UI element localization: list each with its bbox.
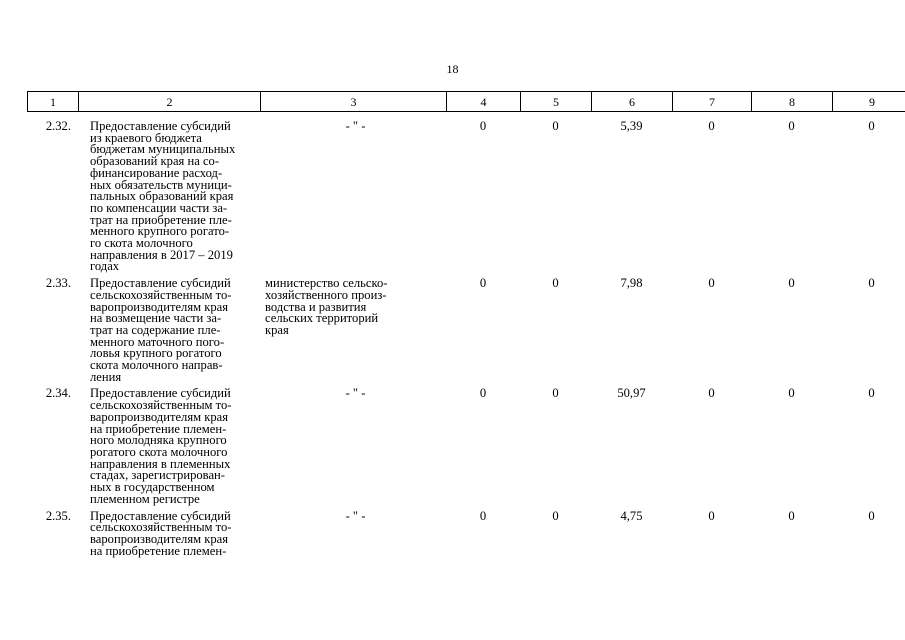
row-value-col-9: 0 (868, 119, 875, 133)
header-col-3: 3 (261, 92, 447, 112)
row-value-col-8: 0 (788, 119, 795, 133)
table-body (27, 118, 905, 559)
header-col-5: 5 (521, 92, 592, 112)
table-header (27, 91, 905, 112)
header-col-4: 4 (447, 92, 521, 112)
header-col-1: 1 (28, 92, 79, 112)
row-value-col-6: 7,98 (620, 276, 643, 291)
row-value-col-6: 50,97 (617, 386, 646, 401)
header-col-9: 9 (833, 92, 905, 112)
row-measure-name: Предоставление субсидий сельскохозяйственным то- варопроизводителям края на приобретение племен- ного молодняка крупного рогатого скота молочного направления в племенных стадах, зарегистрирован- ных в государственном племенном регистре (90, 386, 232, 506)
row-value-col-7: 0 (708, 276, 715, 291)
table-row (27, 508, 905, 560)
page-number: 18 (446, 62, 459, 76)
row-measure-name: Предоставление субсидий сельскохозяйственным то- варопроизводителям края на возмещение части за- трат на содержание пле- менного маточного пого- ловья крупного рогатого скота молочного направ- ления (90, 276, 232, 384)
row-value-col-4: 0 (479, 119, 487, 133)
row-value-col-8: 0 (788, 508, 795, 523)
table-row (27, 385, 905, 507)
row-value-col-7: 0 (708, 508, 715, 523)
row-value-col-9: 0 (868, 508, 875, 523)
row-value-col-5: 0 (552, 276, 559, 291)
header-col-8: 8 (752, 92, 833, 112)
row-number: 2.35. (45, 508, 71, 523)
header-col-2: 2 (79, 92, 261, 112)
row-value-col-7: 0 (708, 119, 715, 133)
row-value-col-5: 0 (552, 386, 559, 401)
table-row (27, 118, 905, 275)
header-col-6: 6 (592, 92, 673, 112)
row-value-col-9: 0 (868, 386, 875, 401)
row-value-col-6: 4,75 (620, 508, 643, 523)
row-executor: - " - (345, 386, 366, 401)
row-value-col-6: 5,39 (620, 119, 643, 133)
row-executor: министерство сельско- хозяйственного произ- водства и развития сельских территорий края (265, 276, 388, 337)
row-value-col-4: 0 (479, 508, 487, 523)
row-value-col-5: 0 (552, 508, 559, 523)
row-value-col-9: 0 (868, 276, 875, 291)
row-executor: - " - (345, 508, 366, 523)
header-col-7: 7 (673, 92, 752, 112)
row-value-col-8: 0 (788, 276, 795, 291)
row-measure-name: Предоставление субсидий из краевого бюджета бюджетам муниципальных образований края на со- финансирование расход- ных обязательств муници- пальных образований края по компенсации части за- трат на приобретение пле- менного крупного рогато- го скота молочного направления в 2017 – 2019 годах (90, 119, 236, 274)
table-row (27, 275, 905, 385)
row-number: 2.32. (45, 119, 71, 133)
row-value-col-8: 0 (788, 386, 795, 401)
row-executor: - " - (345, 119, 366, 133)
row-value-col-7: 0 (708, 386, 715, 401)
row-value-col-4: 0 (479, 386, 487, 401)
row-value-col-4: 0 (479, 276, 487, 291)
row-measure-name: Предоставление субсидий сельскохозяйственным то- варопроизводителям края на приобретение племен- (90, 508, 232, 558)
row-number: 2.34. (45, 386, 71, 401)
row-number: 2.33. (45, 276, 71, 291)
row-value-col-5: 0 (552, 119, 559, 133)
